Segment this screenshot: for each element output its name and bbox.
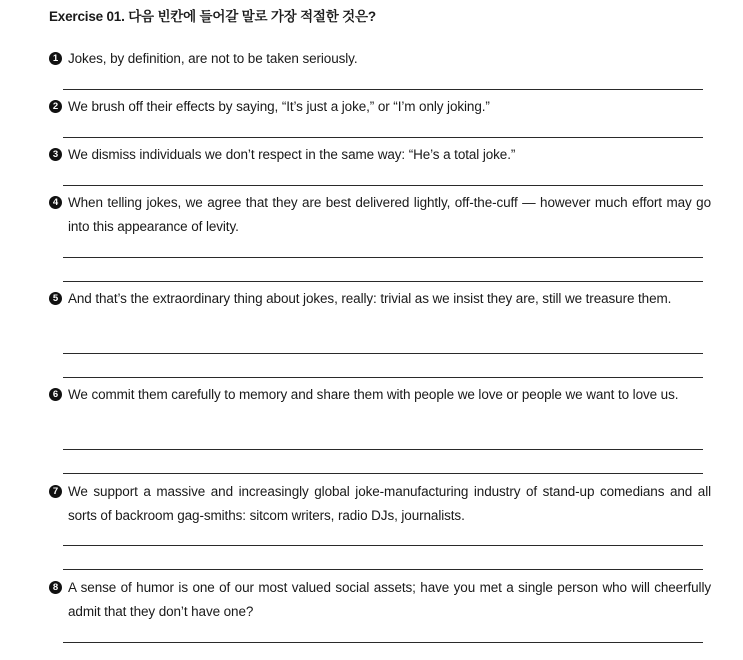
answer-line-3[interactable] bbox=[63, 185, 703, 186]
answer-line-8[interactable] bbox=[63, 642, 703, 643]
number-badge-2: 2 bbox=[49, 100, 62, 113]
sentence-8 bbox=[49, 576, 711, 624]
sentence-text-6: We commit them carefully to memory and share them with people we love or people we want to love us. bbox=[68, 387, 679, 402]
sentence-4 bbox=[49, 191, 711, 239]
sentence-text-4: When telling jokes, we agree that they are best delivered lightly, off-the-cuff — however much effort may go into this appearance of levity. bbox=[68, 195, 711, 234]
answer-line-2[interactable] bbox=[63, 137, 703, 138]
answer-line-7a[interactable] bbox=[63, 545, 703, 546]
answer-line-6a[interactable] bbox=[63, 449, 703, 450]
number-badge-5: 5 bbox=[49, 292, 62, 305]
number-badge-6: 6 bbox=[49, 388, 62, 401]
sentence-text-3: We dismiss individuals we don’t respect in the same way: “He’s a total joke.” bbox=[68, 147, 516, 162]
answer-line-5b[interactable] bbox=[63, 377, 703, 378]
answer-line-6b[interactable] bbox=[63, 473, 703, 474]
answer-line-1[interactable] bbox=[63, 89, 703, 90]
sentence-1 bbox=[49, 47, 711, 71]
sentence-text-7: We support a massive and increasingly global joke-manufacturing industry of stand-up comedians and all sorts of backroom gag-smiths: sitcom writers, radio DJs, journalists. bbox=[68, 484, 711, 523]
number-badge-7: 7 bbox=[49, 485, 62, 498]
number-badge-3: 3 bbox=[49, 148, 62, 161]
sentence-3 bbox=[49, 143, 711, 167]
number-badge-1: 1 bbox=[49, 52, 62, 65]
answer-line-7b[interactable] bbox=[63, 569, 703, 570]
sentence-6 bbox=[49, 383, 711, 407]
sentence-text-5: And that’s the extraordinary thing about jokes, really: trivial as we insist they are, still we treasure them. bbox=[68, 291, 672, 306]
number-badge-4: 4 bbox=[49, 196, 62, 209]
number-badge-8: 8 bbox=[49, 581, 62, 594]
sentence-text-2: We brush off their effects by saying, “It’s just a joke,” or “I’m only joking.” bbox=[68, 99, 490, 114]
sentence-text-8: A sense of humor is one of our most valued social assets; have you met a single person who will cheerfully admit that they don’t have one? bbox=[68, 580, 711, 619]
sentence-7 bbox=[49, 480, 711, 528]
sentence-text-1: Jokes, by definition, are not to be taken seriously. bbox=[68, 51, 358, 66]
sentence-2 bbox=[49, 95, 711, 119]
exercise-title: Exercise 01. 다음 빈칸에 들어갈 말로 가장 적절한 것은? bbox=[49, 9, 376, 24]
sentence-5 bbox=[49, 287, 711, 311]
answer-line-4b[interactable] bbox=[63, 281, 703, 282]
answer-line-5a[interactable] bbox=[63, 353, 703, 354]
answer-line-4a[interactable] bbox=[63, 257, 703, 258]
